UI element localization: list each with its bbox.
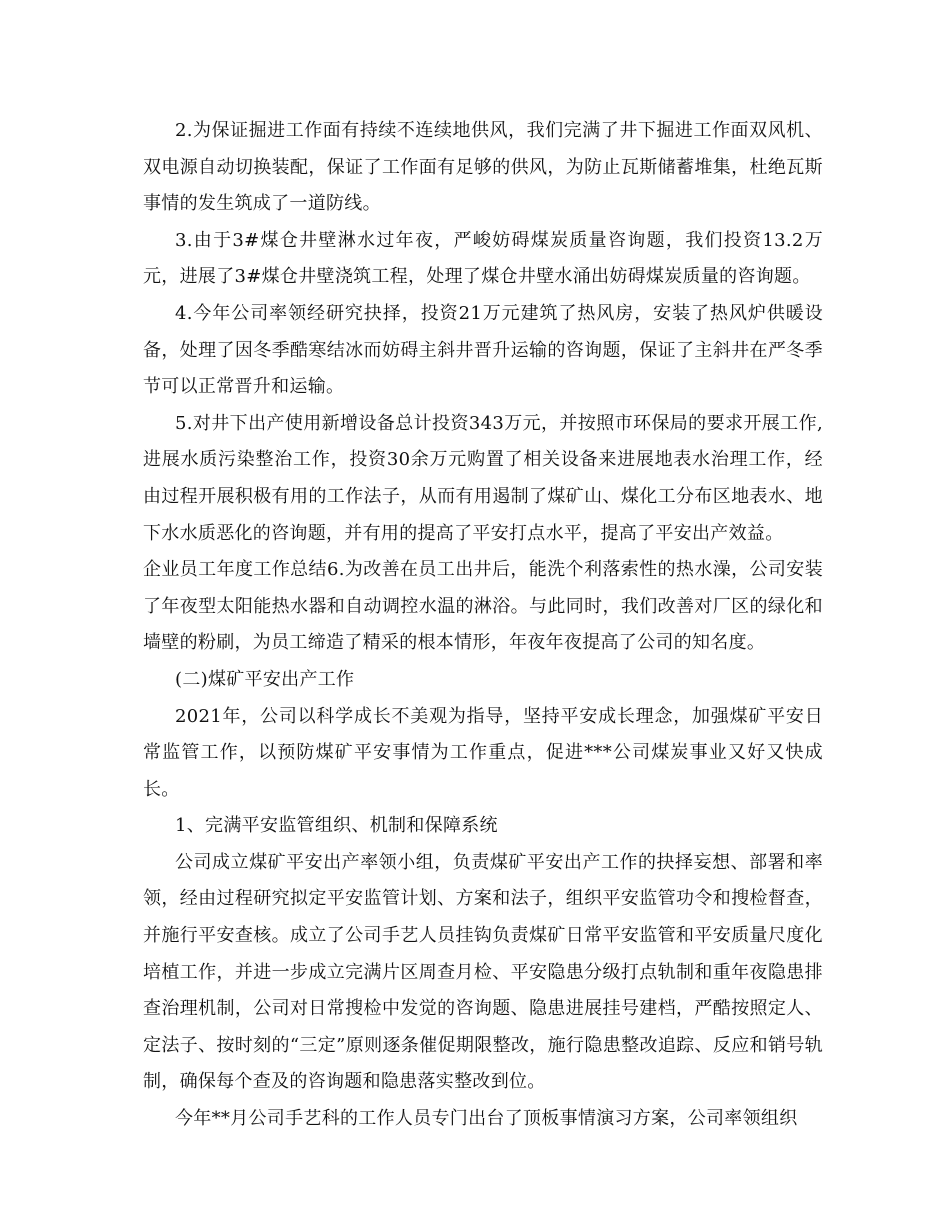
paragraph-item-4: 4.今年公司率领经研究抉择，投资21万元建筑了热风房，安装了热风炉供暖设备，处理了因冬季酷寒结冰而妨碍主斜井晋升运输的咨询题，保证了主斜井在严冬季节可以正常晋升和运输。 xyxy=(143,302,823,398)
section-heading: (二)煤矿平安出产工作 xyxy=(175,668,355,690)
paragraph-item-2: 2.为保证掘进工作面有持续不连续地供风，我们完满了井下掘进工作面双风机、双电源自动切换装配，保证了工作面有足够的供风，为防止瓦斯储蓄堆集，杜绝瓦斯事情的发生筑成了一道防线。 xyxy=(143,120,823,215)
paragraph-item-6: 企业员工年度工作总结6.为改善在员工出井后，能洗个利落索性的热水澡，公司安装了年夜型太阳能热水器和自动调控水温的淋浴。与此同时，我们改善对厂区的绿化和墙壁的粉刷，为员工缔造了精采的根本情形，年夜年夜提高了公司的知名度。 xyxy=(143,559,823,654)
document-body xyxy=(143,113,823,1138)
paragraph-item-5: 5.对井下出产使用新增设备总计投资343万元，并按照市环保局的要求开展工作,进展水质污染整治工作，投资30余万元购置了相关设备来进展地表水治理工作，经由过程开展积极有用的工作法子，从而有用遏制了煤矿山、煤化工分布区地表水、地下水水质恶化的咨询题，并有用的提高了平安打点水平，提高了平安出产效益。 xyxy=(143,412,823,544)
closing-paragraph: 今年**月公司手艺科的工作人员专门出台了顶板事情演习方案，公司率领组织 xyxy=(175,1108,798,1130)
paragraph-item-3: 3.由于3#煤仓井壁淋水过年夜，严峻妨碍煤炭质量咨询题，我们投资13.2万元，进展了3#煤仓井壁浇筑工程，处理了煤仓井壁水涌出妨碍煤炭质量的咨询题。 xyxy=(143,229,823,288)
subsection-heading: 1、完满平安监管组织、机制和保障系统 xyxy=(175,815,498,837)
section-intro-paragraph: 2021年，公司以科学成长不美观为指导，坚持平安成长理念，加强煤矿平安日常监管工作，以预防煤矿平安事情为工作重点，促进***公司煤炭事业又好又快成长。 xyxy=(143,705,823,800)
subsection-paragraph: 公司成立煤矿平安出产率领小组，负责煤矿平安出产工作的抉择妄想、部署和率领，经由过程研究拟定平安监管计划、方案和法子，组织平安监管功令和搜检督查，并施行平安查核。成立了公司手艺人员挂钩负责煤矿日常平安监管和平安质量尺度化培植工作，并进一步成立完满片区周查月检、平安隐患分级打点轨制和重年夜隐患排查治理机制，公司对日常搜检中发觉的咨询题、隐患进展挂号建档，严酷按照定人、定法子、按时刻的“三定”原则逐条催促期限整改，施行隐患整改追踪、反应和销号轨制，确保每个查及的咨询题和隐患落实整改到位。 xyxy=(143,851,823,1093)
